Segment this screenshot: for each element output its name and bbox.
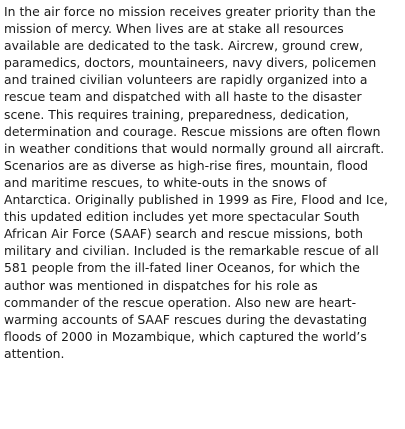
description-line: Scenarios are as diverse as high-rise fires, mountain, flood [4,157,369,173]
description-line: determination and courage. Rescue missions are often flown [4,123,381,139]
description-line: African Air Force (SAAF) search and rescue missions, both [4,226,363,242]
description-line: this updated edition includes yet more spectacular South [4,209,360,225]
book-description [4,3,404,362]
description-line: rescue team and dispatched with all haste to the disaster [4,89,362,105]
description-line: and maritime rescues, to white-outs in the snows of [4,174,327,190]
description-line: scene. This requires training, preparedness, dedication, [4,106,350,122]
description-line: in weather conditions that would normally ground all aircraft. [4,140,385,156]
description-line: attention. [4,345,65,361]
description-line: available are dedicated to the task. Aircrew, ground crew, [4,38,364,54]
description-line: 581 people from the ill-fated liner Oceanos, for which the [4,260,360,276]
description-line: mission of mercy. When lives are at stake all resources [4,21,344,37]
description-line: commander of the rescue operation. Also new are heart- [4,294,357,310]
description-line: military and civilian. Included is the remarkable rescue of all [4,243,379,259]
description-line: and trained civilian volunteers are rapidly organized into a [4,72,368,88]
description-line: In the air force no mission receives greater priority than the [4,4,376,19]
description-line: paramedics, doctors, mountaineers, navy divers, policemen [4,55,377,71]
description-line: warming accounts of SAAF rescues during the devastating [4,311,367,327]
description-line: Antarctica. Originally published in 1999 as Fire, Flood and Ice, [4,192,388,208]
description-line: author was mentioned in dispatches for his role as [4,277,318,293]
description-line: floods of 2000 in Mozambique, which captured the world’s [4,328,367,344]
